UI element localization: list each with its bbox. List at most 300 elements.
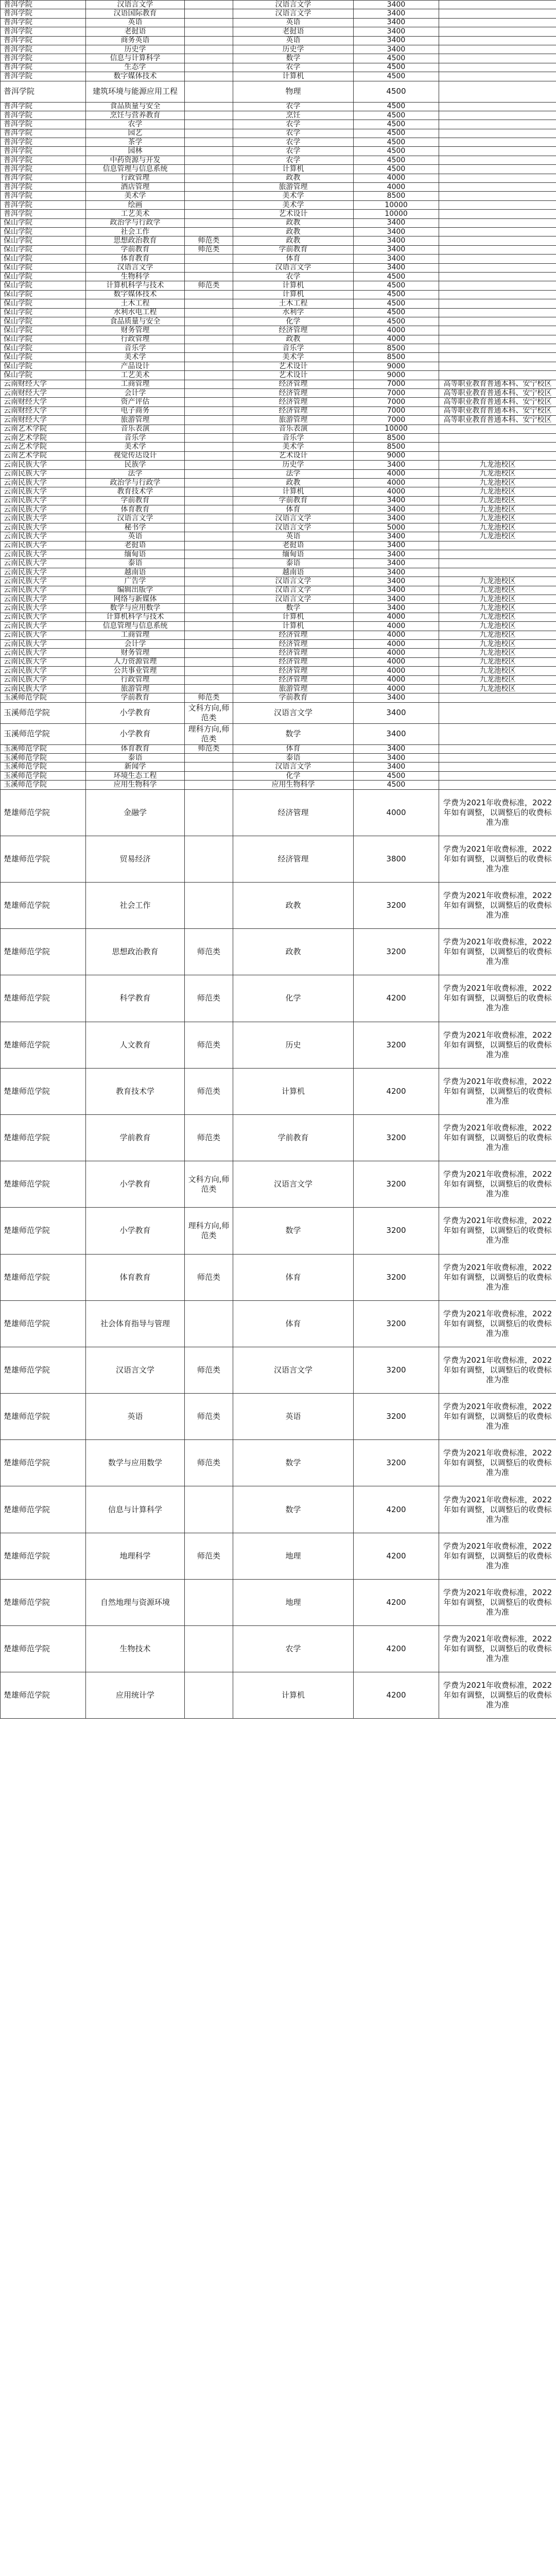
- note-cell: [439, 120, 556, 129]
- table-row: [1, 478, 556, 487]
- fee-cell: 4000: [354, 174, 439, 182]
- school-cell: 云南艺术学院: [1, 443, 86, 451]
- subject-cell: 计算机: [233, 613, 354, 621]
- subject-cell: 英语: [233, 532, 354, 541]
- fee-cell: 7000: [354, 398, 439, 406]
- major-cell: 小学教育: [86, 723, 185, 744]
- category-cell: [185, 120, 233, 129]
- category-cell: 师范类: [185, 693, 233, 702]
- category-cell: [185, 36, 233, 45]
- fee-cell: 3400: [354, 36, 439, 45]
- table-row: [1, 1208, 556, 1254]
- major-cell: 自然地理与资源环境: [86, 1579, 185, 1625]
- note-cell: [439, 433, 556, 442]
- category-cell: [185, 1300, 233, 1347]
- fee-cell: 3400: [354, 702, 439, 723]
- table-row: [1, 1626, 556, 1672]
- category-cell: [185, 174, 233, 182]
- school-cell: 楚雄师范学院: [1, 836, 86, 882]
- school-cell: 保山学院: [1, 218, 86, 227]
- fee-cell: 4200: [354, 1672, 439, 1719]
- table-row: [1, 344, 556, 353]
- fee-cell: 3400: [354, 45, 439, 54]
- fee-cell: 7000: [354, 406, 439, 415]
- major-cell: 法学: [86, 469, 185, 478]
- table-row: [1, 362, 556, 370]
- table-row: [1, 1068, 556, 1114]
- fee-cell: 4500: [354, 54, 439, 63]
- category-cell: [185, 138, 233, 147]
- major-cell: 生态学: [86, 63, 185, 72]
- note-cell: 高等职业教育普通本科、安宁校区: [439, 406, 556, 415]
- subject-cell: 艺术设计: [233, 362, 354, 370]
- fee-cell: 3400: [354, 227, 439, 236]
- fee-cell: 4000: [354, 326, 439, 335]
- subject-cell: 农学: [233, 129, 354, 138]
- category-cell: 师范类: [185, 1533, 233, 1579]
- school-cell: 普洱学院: [1, 81, 86, 102]
- major-cell: 数字媒体技术: [86, 72, 185, 81]
- category-cell: [185, 613, 233, 621]
- school-cell: 云南民族大学: [1, 667, 86, 675]
- subject-cell: 政教: [233, 335, 354, 344]
- fee-cell: 3400: [354, 595, 439, 604]
- school-cell: 云南民族大学: [1, 487, 86, 496]
- table-row: [1, 335, 556, 344]
- category-cell: [185, 469, 233, 478]
- school-cell: 楚雄师范学院: [1, 1486, 86, 1533]
- table-row: [1, 326, 556, 335]
- major-cell: 行政管理: [86, 335, 185, 344]
- subject-cell: 经济管理: [233, 789, 354, 836]
- major-cell: 政治学与行政学: [86, 218, 185, 227]
- school-cell: 普洱学院: [1, 63, 86, 72]
- table-row: [1, 317, 556, 326]
- note-cell: 九龙池校区: [439, 613, 556, 621]
- table-row: [1, 639, 556, 648]
- school-cell: 普洱学院: [1, 174, 86, 182]
- subject-cell: 数学: [233, 604, 354, 613]
- school-cell: 云南财经大学: [1, 380, 86, 388]
- subject-cell: 物理: [233, 81, 354, 102]
- school-cell: 普洱学院: [1, 120, 86, 129]
- note-cell: [439, 443, 556, 451]
- note-cell: 学费为2021年收费标准，2022年如有调整，以调整后的收费标准为准: [439, 883, 556, 929]
- school-cell: 云南民族大学: [1, 622, 86, 631]
- major-cell: 信息与计算科学: [86, 1486, 185, 1533]
- note-cell: 九龙池校区: [439, 577, 556, 586]
- note-cell: [439, 72, 556, 81]
- school-cell: 云南民族大学: [1, 496, 86, 505]
- fee-cell: 3800: [354, 836, 439, 882]
- major-cell: 数字媒体技术: [86, 290, 185, 299]
- table-row: [1, 461, 556, 469]
- major-cell: 会计学: [86, 639, 185, 648]
- note-cell: 九龙池校区: [439, 639, 556, 648]
- note-cell: [439, 451, 556, 460]
- category-cell: 师范类: [185, 975, 233, 1022]
- major-cell: 社会工作: [86, 883, 185, 929]
- major-cell: 体育教育: [86, 744, 185, 753]
- note-cell: [439, 18, 556, 27]
- major-cell: 信息管理与信息系统: [86, 165, 185, 174]
- category-cell: [185, 1626, 233, 1672]
- fee-cell: 4000: [354, 657, 439, 666]
- subject-cell: 数学: [233, 1440, 354, 1486]
- major-cell: 中药资源与开发: [86, 156, 185, 164]
- note-cell: 九龙池校区: [439, 657, 556, 666]
- table-row: [1, 1672, 556, 1719]
- fee-cell: 3400: [354, 532, 439, 541]
- note-cell: [439, 568, 556, 577]
- category-cell: [185, 550, 233, 559]
- note-cell: 九龙池校区: [439, 461, 556, 469]
- note-cell: 九龙池校区: [439, 586, 556, 595]
- note-cell: [439, 129, 556, 138]
- category-cell: [185, 255, 233, 263]
- category-cell: [185, 183, 233, 192]
- school-cell: 楚雄师范学院: [1, 1579, 86, 1625]
- fee-cell: 3400: [354, 461, 439, 469]
- note-cell: [439, 425, 556, 433]
- note-cell: [439, 272, 556, 281]
- note-cell: [439, 762, 556, 771]
- subject-cell: 学前教育: [233, 1114, 354, 1161]
- subject-cell: 数学: [233, 1486, 354, 1533]
- note-cell: 学费为2021年收费标准，2022年如有调整，以调整后的收费标准为准: [439, 1022, 556, 1068]
- category-cell: [185, 541, 233, 550]
- school-cell: 云南民族大学: [1, 639, 86, 648]
- school-cell: 保山学院: [1, 317, 86, 326]
- school-cell: 楚雄师范学院: [1, 975, 86, 1022]
- school-cell: 普洱学院: [1, 183, 86, 192]
- fee-cell: 8500: [354, 443, 439, 451]
- note-cell: 高等职业教育普通本科、安宁校区: [439, 380, 556, 388]
- fee-cell: 4500: [354, 147, 439, 156]
- major-cell: 思想政治教育: [86, 929, 185, 975]
- fee-cell: 3400: [354, 218, 439, 227]
- major-cell: 会计学: [86, 389, 185, 398]
- subject-cell: 政教: [233, 236, 354, 245]
- category-cell: [185, 559, 233, 568]
- major-cell: 生物技术: [86, 1626, 185, 1672]
- fee-cell: 4000: [354, 335, 439, 344]
- subject-cell: 艺术设计: [233, 371, 354, 380]
- table-row: [1, 604, 556, 613]
- category-cell: [185, 577, 233, 586]
- subject-cell: 经济管理: [233, 326, 354, 335]
- note-cell: [439, 45, 556, 54]
- subject-cell: 政教: [233, 478, 354, 487]
- table-row: [1, 667, 556, 675]
- major-cell: 财务管理: [86, 326, 185, 335]
- subject-cell: 汉语言文学: [233, 762, 354, 771]
- fee-cell: 3400: [354, 541, 439, 550]
- category-cell: [185, 102, 233, 111]
- category-cell: [185, 210, 233, 218]
- school-cell: 云南民族大学: [1, 541, 86, 550]
- subject-cell: 汉语言文学: [233, 9, 354, 18]
- major-cell: 应用生物科学: [86, 781, 185, 789]
- major-cell: 小学教育: [86, 1208, 185, 1254]
- table-row: [1, 147, 556, 156]
- category-cell: 理科方向,师范类: [185, 1208, 233, 1254]
- fee-cell: 3200: [354, 1114, 439, 1161]
- fee-cell: 4200: [354, 1068, 439, 1114]
- fee-cell: 4500: [354, 317, 439, 326]
- subject-cell: 汉语言文学: [233, 1347, 354, 1393]
- major-cell: 工艺美术: [86, 371, 185, 380]
- major-cell: 缅甸语: [86, 550, 185, 559]
- note-cell: [439, 263, 556, 272]
- school-cell: 云南民族大学: [1, 675, 86, 684]
- note-cell: 学费为2021年收费标准，2022年如有调整，以调整后的收费标准为准: [439, 1672, 556, 1719]
- table-row: [1, 929, 556, 975]
- school-cell: 楚雄师范学院: [1, 1300, 86, 1347]
- major-cell: 酒店管理: [86, 183, 185, 192]
- note-cell: [439, 335, 556, 344]
- category-cell: 师范类: [185, 1022, 233, 1068]
- fee-cell: 3400: [354, 245, 439, 254]
- table-row: [1, 613, 556, 621]
- fee-cell: 8500: [354, 344, 439, 353]
- table-row: [1, 255, 556, 263]
- note-cell: [439, 111, 556, 120]
- fee-cell: 4200: [354, 1579, 439, 1625]
- school-cell: 普洱学院: [1, 102, 86, 111]
- note-cell: 学费为2021年收费标准，2022年如有调整，以调整后的收费标准为准: [439, 975, 556, 1022]
- major-cell: 行政管理: [86, 675, 185, 684]
- category-cell: 师范类: [185, 245, 233, 254]
- note-cell: [439, 299, 556, 308]
- note-cell: 九龙池校区: [439, 604, 556, 613]
- fee-cell: 3400: [354, 744, 439, 753]
- subject-cell: 汉语言文学: [233, 577, 354, 586]
- category-cell: 师范类: [185, 744, 233, 753]
- fee-cell: 3200: [354, 1161, 439, 1208]
- note-cell: 九龙池校区: [439, 675, 556, 684]
- major-cell: 老挝语: [86, 27, 185, 36]
- table-row: [1, 54, 556, 63]
- category-cell: [185, 45, 233, 54]
- table-row: [1, 272, 556, 281]
- note-cell: 学费为2021年收费标准，2022年如有调整，以调整后的收费标准为准: [439, 1208, 556, 1254]
- fee-cell: 4500: [354, 138, 439, 147]
- school-cell: 保山学院: [1, 245, 86, 254]
- major-cell: 英语: [86, 532, 185, 541]
- table-row: [1, 702, 556, 723]
- major-cell: 汉语言文学: [86, 263, 185, 272]
- fee-cell: 4000: [354, 649, 439, 657]
- note-cell: [439, 744, 556, 753]
- school-cell: 云南民族大学: [1, 613, 86, 621]
- note-cell: [439, 550, 556, 559]
- major-cell: 美术学: [86, 443, 185, 451]
- subject-cell: 农学: [233, 156, 354, 164]
- note-cell: 九龙池校区: [439, 684, 556, 693]
- table-row: [1, 1486, 556, 1533]
- fee-cell: 3400: [354, 550, 439, 559]
- school-cell: 保山学院: [1, 344, 86, 353]
- major-cell: 网络与新媒体: [86, 595, 185, 604]
- school-cell: 普洱学院: [1, 72, 86, 81]
- fee-cell: 4500: [354, 81, 439, 102]
- fee-cell: 4500: [354, 156, 439, 164]
- note-cell: [439, 27, 556, 36]
- note-cell: [439, 754, 556, 762]
- fee-cell: 3400: [354, 27, 439, 36]
- category-cell: [185, 344, 233, 353]
- subject-cell: 美术学: [233, 353, 354, 362]
- subject-cell: 农学: [233, 147, 354, 156]
- table-row: [1, 111, 556, 120]
- fee-cell: 4500: [354, 781, 439, 789]
- table-row: [1, 577, 556, 586]
- school-cell: 楚雄师范学院: [1, 1022, 86, 1068]
- table-row: [1, 308, 556, 317]
- subject-cell: 英语: [233, 36, 354, 45]
- subject-cell: 经济管理: [233, 657, 354, 666]
- table-row: [1, 1022, 556, 1068]
- subject-cell: 农学: [233, 272, 354, 281]
- school-cell: 保山学院: [1, 290, 86, 299]
- school-cell: 保山学院: [1, 263, 86, 272]
- subject-cell: 计算机: [233, 622, 354, 631]
- fee-cell: 3400: [354, 1, 439, 9]
- fee-cell: 3200: [354, 883, 439, 929]
- category-cell: [185, 487, 233, 496]
- category-cell: [185, 883, 233, 929]
- school-cell: 普洱学院: [1, 129, 86, 138]
- fee-cell: 3400: [354, 693, 439, 702]
- note-cell: 学费为2021年收费标准，2022年如有调整，以调整后的收费标准为准: [439, 929, 556, 975]
- major-cell: 数学与应用数学: [86, 1440, 185, 1486]
- table-row: [1, 398, 556, 406]
- subject-cell: 计算机: [233, 1068, 354, 1114]
- major-cell: 英语: [86, 18, 185, 27]
- school-cell: 普洱学院: [1, 27, 86, 36]
- table-row: [1, 568, 556, 577]
- school-cell: 云南财经大学: [1, 398, 86, 406]
- fee-cell: 4500: [354, 308, 439, 317]
- table-row: [1, 72, 556, 81]
- school-cell: 保山学院: [1, 227, 86, 236]
- school-cell: 玉溪师范学院: [1, 781, 86, 789]
- category-cell: 理科方向,师范类: [185, 723, 233, 744]
- major-cell: 信息管理与信息系统: [86, 622, 185, 631]
- category-cell: [185, 771, 233, 780]
- subject-cell: 艺术设计: [233, 210, 354, 218]
- major-cell: 工商管理: [86, 380, 185, 388]
- major-cell: 旅游管理: [86, 416, 185, 425]
- category-cell: [185, 272, 233, 281]
- school-cell: 玉溪师范学院: [1, 754, 86, 762]
- subject-cell: 旅游管理: [233, 416, 354, 425]
- school-cell: 保山学院: [1, 308, 86, 317]
- major-cell: 信息与计算科学: [86, 54, 185, 63]
- major-cell: 体育教育: [86, 1254, 185, 1300]
- subject-cell: 音乐表演: [233, 425, 354, 433]
- school-cell: 保山学院: [1, 371, 86, 380]
- school-cell: 普洱学院: [1, 138, 86, 147]
- subject-cell: 英语: [233, 18, 354, 27]
- fee-cell: 9000: [354, 451, 439, 460]
- category-cell: [185, 63, 233, 72]
- category-cell: 师范类: [185, 281, 233, 290]
- subject-cell: 农学: [233, 63, 354, 72]
- fee-cell: 8500: [354, 353, 439, 362]
- category-cell: 师范类: [185, 236, 233, 245]
- fee-cell: 9000: [354, 362, 439, 370]
- school-cell: 玉溪师范学院: [1, 723, 86, 744]
- table-row: [1, 883, 556, 929]
- fee-cell: 4500: [354, 111, 439, 120]
- school-cell: 云南财经大学: [1, 416, 86, 425]
- note-cell: [439, 255, 556, 263]
- subject-cell: 化学: [233, 771, 354, 780]
- note-cell: [439, 192, 556, 200]
- note-cell: 九龙池校区: [439, 667, 556, 675]
- category-cell: [185, 156, 233, 164]
- subject-cell: 体育: [233, 505, 354, 514]
- fee-cell: 10000: [354, 425, 439, 433]
- school-cell: 云南民族大学: [1, 586, 86, 595]
- subject-cell: 计算机: [233, 487, 354, 496]
- subject-cell: 历史学: [233, 461, 354, 469]
- major-cell: 泰语: [86, 559, 185, 568]
- major-cell: 思想政治教育: [86, 236, 185, 245]
- major-cell: 农学: [86, 120, 185, 129]
- subject-cell: 政教: [233, 883, 354, 929]
- fee-cell: 4000: [354, 631, 439, 639]
- table-row: [1, 371, 556, 380]
- school-cell: 楚雄师范学院: [1, 1068, 86, 1114]
- note-cell: 学费为2021年收费标准，2022年如有调整，以调整后的收费标准为准: [439, 1068, 556, 1114]
- subject-cell: 泰语: [233, 754, 354, 762]
- category-cell: [185, 595, 233, 604]
- school-cell: 云南民族大学: [1, 461, 86, 469]
- subject-cell: 汉语言文学: [233, 1161, 354, 1208]
- major-cell: 地理科学: [86, 1533, 185, 1579]
- school-cell: 普洱学院: [1, 45, 86, 54]
- subject-cell: 数学: [233, 1208, 354, 1254]
- school-cell: 云南民族大学: [1, 550, 86, 559]
- major-cell: 学前教育: [86, 693, 185, 702]
- fee-cell: 4000: [354, 675, 439, 684]
- note-cell: [439, 236, 556, 245]
- subject-cell: 音乐学: [233, 433, 354, 442]
- school-cell: 云南民族大学: [1, 469, 86, 478]
- category-cell: [185, 639, 233, 648]
- note-cell: 九龙池校区: [439, 505, 556, 514]
- note-cell: 学费为2021年收费标准，2022年如有调整，以调整后的收费标准为准: [439, 789, 556, 836]
- category-cell: 师范类: [185, 1440, 233, 1486]
- fee-cell: 3400: [354, 577, 439, 586]
- category-cell: [185, 1, 233, 9]
- major-cell: 音乐表演: [86, 425, 185, 433]
- table-row: [1, 657, 556, 666]
- note-cell: 学费为2021年收费标准，2022年如有调整，以调整后的收费标准为准: [439, 1579, 556, 1625]
- subject-cell: 学前教育: [233, 245, 354, 254]
- subject-cell: 经济管理: [233, 649, 354, 657]
- category-cell: 师范类: [185, 1114, 233, 1161]
- table-row: [1, 1, 556, 9]
- school-cell: 云南民族大学: [1, 505, 86, 514]
- subject-cell: 旅游管理: [233, 684, 354, 693]
- note-cell: 学费为2021年收费标准，2022年如有调整，以调整后的收费标准为准: [439, 1394, 556, 1440]
- category-cell: 师范类: [185, 1394, 233, 1440]
- note-cell: 九龙池校区: [439, 478, 556, 487]
